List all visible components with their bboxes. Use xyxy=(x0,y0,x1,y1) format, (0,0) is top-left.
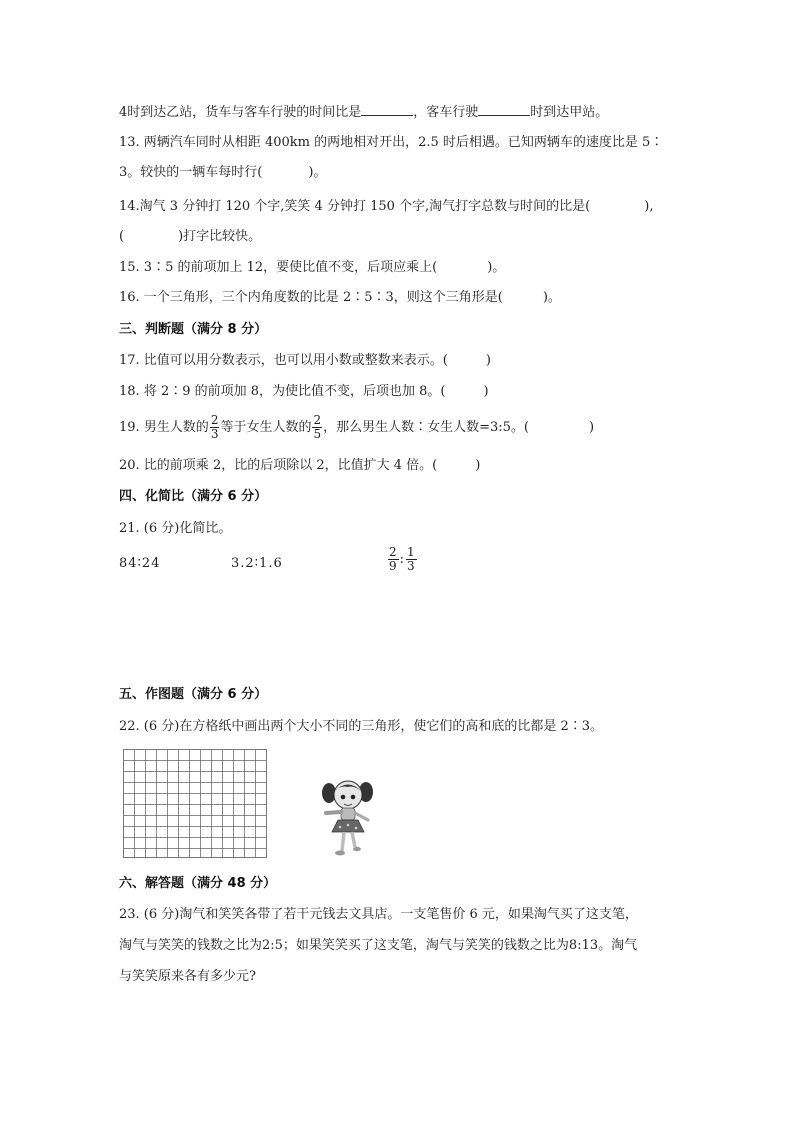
q12-text-3: 时到达甲站。 xyxy=(530,105,609,120)
denominator: 9 xyxy=(389,559,398,573)
denominator: 5 xyxy=(313,427,322,441)
q21-expression-1: 84∶24 xyxy=(119,556,161,571)
q15 xyxy=(119,259,505,277)
denominator: 3 xyxy=(407,559,416,573)
ratio-colon: : xyxy=(399,552,406,567)
q21-expression-2: 3.2∶1.6 xyxy=(231,556,283,571)
q12-continuation xyxy=(119,103,608,122)
section-3-heading: 三、判断题（满分 8 分） xyxy=(119,322,268,337)
q14-line-2 xyxy=(119,228,261,246)
q15-text: 15. 3∶5 的前项加上 12，要使比值不变，后项应乘上( xyxy=(119,260,438,275)
q21-fraction-2 xyxy=(406,546,417,573)
q12-text-2: ，客车行驶 xyxy=(413,105,479,120)
q12-text-1: 4时到达乙站，货车与客车行驶的时间比是 xyxy=(119,105,362,120)
q14-text-2: )打字比较快。 xyxy=(178,229,262,244)
denominator: 3 xyxy=(210,427,219,441)
q16-text-end: )。 xyxy=(542,290,561,305)
q19-text-end: ) xyxy=(589,420,595,435)
grid-paper[interactable] xyxy=(123,749,267,858)
q19 xyxy=(119,414,594,442)
q13-line-1: 13. 两辆汽车同时从相距 400km 的两地相对开出，2.5 时后相遇。已知两辆车的速度比是 5∶ xyxy=(119,135,664,150)
q20-text: 20. 比的前项乘 2，比的后项除以 2，比值扩大 4 倍。( xyxy=(119,458,438,473)
section-6-heading: 六、解答题（满分 48 分） xyxy=(119,876,277,891)
q20-text-end: ) xyxy=(475,458,481,473)
q14-paren-open: ( xyxy=(119,229,125,244)
q19-text-3: ，那么男生人数∶女生人数=3:5。( xyxy=(323,420,529,435)
numerator: 2 xyxy=(210,413,219,427)
section-5-heading: 五、作图题（满分 6 分） xyxy=(119,687,268,702)
q22-stem: 22. (6 分)在方格纸中画出两个大小不同的三角形，使它们的高和底的比都是 2∶3。 xyxy=(119,719,604,734)
q23-line-2: 淘气与笑笑的钱数之比为2:5；如果笑笑买了这支笔，淘气与笑笑的钱数之比为8:13。淘气 xyxy=(119,938,638,953)
q12-blank-1[interactable] xyxy=(361,103,413,116)
q19-text-1: 19. 男生人数的 xyxy=(119,420,209,435)
q13-text: 3。较快的一辆车每时行( xyxy=(119,165,263,180)
q19-fraction-1 xyxy=(210,414,220,441)
q21-fraction-1 xyxy=(388,546,399,573)
q17 xyxy=(119,352,491,370)
q12-blank-2[interactable] xyxy=(478,103,530,116)
cartoon-girl-illustration xyxy=(318,775,378,860)
q17-text: 17. 比值可以用分数表示，也可以用小数或整数来表示。( xyxy=(119,353,448,368)
numerator: 1 xyxy=(407,545,416,559)
q13-line-2 xyxy=(119,164,326,182)
q21-expression-3 xyxy=(387,546,418,573)
q19-fraction-2 xyxy=(312,414,322,441)
q13-text-end: )。 xyxy=(308,165,327,180)
q14-text-end: ), xyxy=(644,199,654,214)
q17-text-end: ) xyxy=(485,353,491,368)
q18 xyxy=(119,383,489,401)
q18-text-end: ) xyxy=(483,384,489,399)
q21-stem: 21. (6 分)化简比。 xyxy=(119,521,232,536)
q16 xyxy=(119,289,561,307)
numerator: 2 xyxy=(389,545,398,559)
numerator: 2 xyxy=(313,413,322,427)
q23-line-1: 23. (6 分)淘气和笑笑各带了若干元钱去文具店。一支笔售价 6 元，如果淘气买了这支笔， xyxy=(119,907,638,922)
q20 xyxy=(119,457,480,475)
q14-line-1 xyxy=(119,198,653,216)
q15-text-end: )。 xyxy=(487,260,506,275)
q19-text-2: 等于女生人数的 xyxy=(220,420,312,435)
q16-text: 16. 一个三角形，三个内角度数的比是 2∶5∶3，则这个三角形是( xyxy=(119,290,503,305)
q23-line-3: 与笑笑原来各有多少元? xyxy=(119,969,256,984)
section-4-heading: 四、化简比（满分 6 分） xyxy=(119,489,268,504)
q18-text: 18. 将 2∶9 的前项加 8，为使比值不变，后项也加 8。( xyxy=(119,384,446,399)
q14-text: 14.淘气 3 分钟打 120 个字,笑笑 4 分钟打 150 个字,淘气打字总数与时间的比是( xyxy=(119,199,591,214)
